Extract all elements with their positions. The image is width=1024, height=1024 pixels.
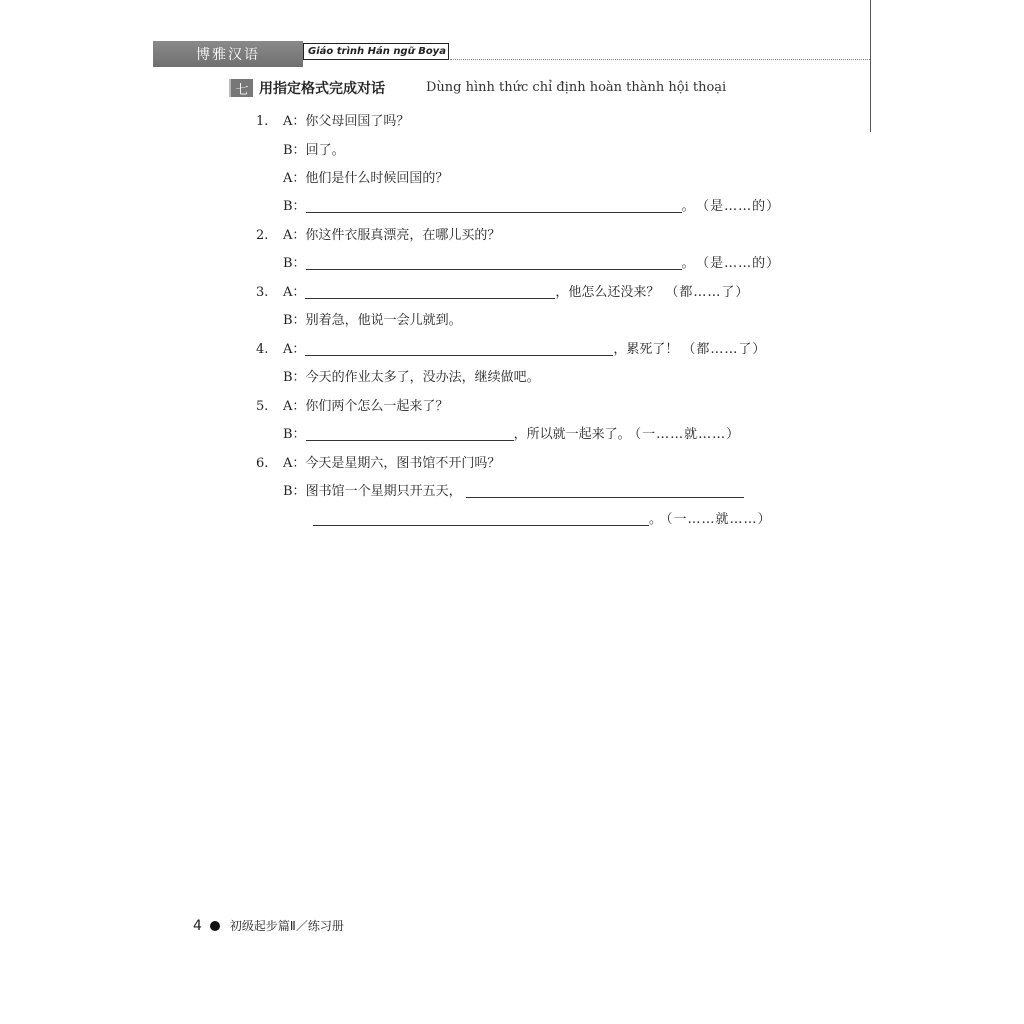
dialogue-line — [283, 169, 448, 189]
dialogue-text: 你们两个怎么一起来了？ — [305, 399, 449, 414]
item-number: 5. — [256, 399, 269, 414]
dialogue-text: 别着急，他说一会儿就到。 — [305, 313, 462, 328]
answer-blank[interactable] — [306, 426, 514, 441]
speaker-label: B： — [283, 427, 306, 442]
book-part-label: 初级起步篇Ⅱ／练习册 — [229, 919, 344, 933]
dialogue-line — [283, 340, 766, 360]
dialogue-text: 今天是星期六，图书馆不开门吗？ — [305, 456, 501, 471]
dialogue-text: 你这件衣服真漂亮，在哪儿买的？ — [305, 228, 501, 243]
speaker-label: A： — [283, 342, 306, 357]
dialogue-line — [283, 226, 500, 246]
speaker-label: B： — [283, 199, 306, 214]
book-title-cn: 博雅汉语 — [153, 41, 303, 67]
pattern-hint: （是……的） — [702, 256, 781, 271]
dialogue-text: 他们是什么时候回国的？ — [305, 171, 449, 186]
answer-blank[interactable] — [305, 341, 613, 356]
bullet-icon — [210, 921, 220, 931]
speaker-label: B： — [283, 313, 306, 328]
answer-blank[interactable] — [306, 198, 682, 213]
speaker-label: A： — [283, 285, 306, 300]
dialogue-text: 今天的作业太多了，没办法，继续做吧。 — [305, 370, 540, 385]
speaker-label: A： — [283, 171, 306, 186]
speaker-label: A： — [283, 114, 306, 129]
dialogue-line — [283, 197, 780, 217]
speaker-label: A： — [283, 456, 306, 471]
answer-blank[interactable] — [313, 511, 649, 526]
speaker-label: B： — [283, 370, 306, 385]
speaker-label: B： — [283, 484, 306, 499]
dialogue-line — [283, 397, 448, 417]
section-number: 七 — [231, 79, 253, 97]
pattern-hint: （是……的） — [702, 199, 781, 214]
dialogue-line — [313, 510, 772, 530]
item-number: 6. — [256, 456, 269, 471]
header-rule — [450, 59, 870, 60]
dialogue-text: 回了。 — [305, 143, 345, 158]
dialogue-line — [283, 482, 744, 502]
pattern-hint: （都……了） — [682, 342, 767, 357]
dialogue-line — [283, 454, 500, 474]
speaker-label: B： — [283, 256, 306, 271]
book-title-vn: Giáo trình Hán ngữ Boya — [303, 43, 449, 60]
after-text: ，所以就一起来了。 — [513, 427, 631, 442]
dialogue-line — [283, 254, 780, 274]
after-text: 。 — [681, 256, 695, 271]
speaker-label: A： — [283, 399, 306, 414]
item-number: 1. — [256, 114, 269, 129]
answer-blank[interactable] — [305, 284, 555, 299]
answer-blank[interactable] — [306, 255, 682, 270]
after-text: 。 — [681, 199, 695, 214]
pattern-hint: （一……就……） — [634, 427, 741, 442]
pattern-hint: （一……就……） — [666, 512, 772, 527]
item-number: 2. — [256, 228, 269, 243]
speaker-label: B： — [283, 143, 306, 158]
item-number: 3. — [256, 285, 269, 300]
dialogue-line — [283, 311, 462, 331]
page-edge-line — [870, 0, 871, 132]
dialogue-line — [283, 283, 749, 303]
dialogue-line — [283, 112, 409, 132]
section-subtitle: Dùng hình thức chỉ định hoàn thành hội thoại — [426, 80, 727, 95]
after-text: 。 — [649, 512, 663, 527]
item-number: 4. — [256, 342, 269, 357]
after-text: ，累死了！ — [613, 342, 679, 357]
answer-blank[interactable] — [466, 483, 744, 498]
dialogue-line — [283, 141, 345, 161]
dialogue-text: 你父母回国了吗？ — [305, 114, 410, 129]
section-title: 用指定格式完成对话 — [259, 81, 385, 97]
dialogue-line — [283, 368, 540, 388]
dialogue-line — [283, 425, 740, 445]
page-number: 4 — [193, 917, 202, 934]
page-footer — [193, 917, 344, 934]
speaker-label: A： — [283, 228, 306, 243]
after-text: ，他怎么还没来？ — [555, 285, 660, 300]
dialogue-text: 图书馆一个星期只开五天， — [305, 484, 462, 499]
pattern-hint: （都……了） — [665, 285, 750, 300]
